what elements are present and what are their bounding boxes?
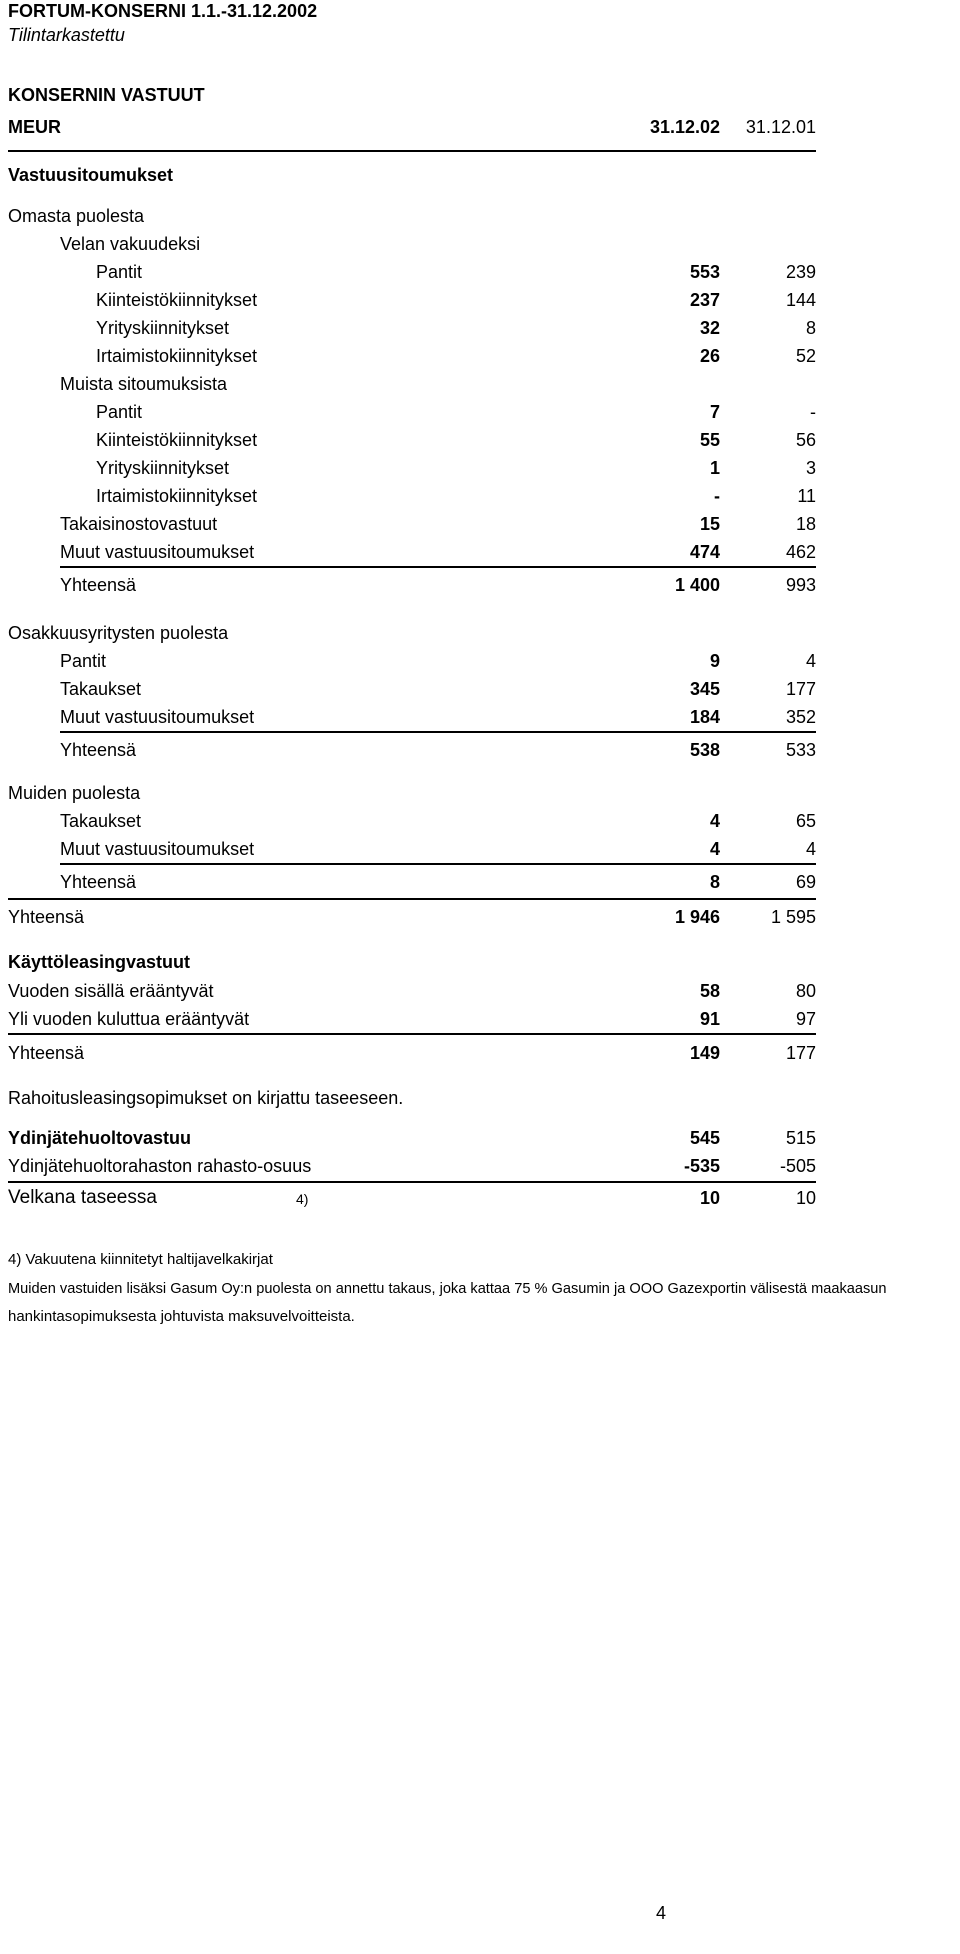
subtotal-value-current: 149 <box>689 1043 720 1063</box>
subtotal-rule <box>60 731 816 733</box>
subtotal-value-previous: 993 <box>785 575 816 595</box>
row-value-current: 15 <box>699 514 720 534</box>
section-heading-leasing: Käyttöleasingvastuut <box>8 952 191 972</box>
row-value-current: 237 <box>689 290 720 310</box>
row-value-previous: -505 <box>779 1156 816 1176</box>
footnote-text-line1: Muiden vastuiden lisäksi Gasum Oy:n puolesta on annettu takaus, joka kattaa 75 % Gasumin ja OOO Gazexportin välisestä maakaasun <box>8 1281 887 1297</box>
subtotal-rule <box>60 566 816 568</box>
row-label: Irtaimistokiinnitykset <box>96 486 258 506</box>
header-rule <box>8 150 816 152</box>
subtotal-label: Yhteensä <box>60 575 137 595</box>
row-label: Muut vastuusitoumukset <box>60 839 255 859</box>
section-heading-vastuusitoumukset: Vastuusitoumukset <box>8 165 174 185</box>
footnote-4: 4) Vakuutena kiinnitetyt haltijavelkakirjat <box>8 1251 273 1268</box>
document-title: FORTUM-KONSERNI 1.1.-31.12.2002 <box>8 1 318 21</box>
row-value-current: 553 <box>689 262 720 282</box>
row-value-previous: 56 <box>795 430 816 450</box>
row-value-previous: 4 <box>805 839 816 859</box>
total-rule <box>8 898 816 900</box>
row-value-previous: 18 <box>795 514 816 534</box>
subtotal-label: Yhteensä <box>60 872 137 892</box>
row-value-current: 91 <box>699 1009 720 1029</box>
row-value-current: 184 <box>689 707 720 727</box>
row-value-previous: 11 <box>797 486 816 506</box>
row-label: Takaisinostovastuut <box>60 514 218 534</box>
subtotal-rule <box>60 863 816 865</box>
row-value-current: 26 <box>699 346 720 366</box>
row-label: Yli vuoden kuluttua erääntyvät <box>8 1009 250 1029</box>
row-value-current: 55 <box>699 430 720 450</box>
grand-total-value-current: 1 946 <box>674 907 720 927</box>
velka-label: Velkana taseessa <box>8 1187 157 1208</box>
subtotal-rule <box>8 1033 816 1035</box>
row-label: Takaukset <box>60 811 142 831</box>
row-value-previous: 4 <box>805 651 816 671</box>
row-value-previous: 144 <box>785 290 816 310</box>
subtotal-value-current: 8 <box>709 872 720 892</box>
row-value-previous: 352 <box>785 707 816 727</box>
row-value-current: 545 <box>689 1128 720 1148</box>
footnote-ref: 4) <box>296 1191 309 1207</box>
row-label: Vuoden sisällä erääntyvät <box>8 981 214 1001</box>
subtotal-label: Yhteensä <box>8 1043 85 1063</box>
subtotal-value-previous: 533 <box>785 740 816 760</box>
row-value-previous: 65 <box>795 811 816 831</box>
row-label: Pantit <box>96 262 143 282</box>
page-number: 4 <box>656 1903 667 1923</box>
row-value-previous: 8 <box>805 318 816 338</box>
row-value-current: -535 <box>683 1156 720 1176</box>
row-value-previous: 3 <box>805 458 816 478</box>
subgroup-label-velan: Velan vakuudeksi <box>60 234 201 254</box>
velka-value-previous: 10 <box>795 1188 816 1208</box>
row-value-previous: 52 <box>795 346 816 366</box>
velka-value-current: 10 <box>699 1188 720 1208</box>
row-value-previous: 239 <box>785 262 816 282</box>
row-value-previous: 462 <box>785 542 816 562</box>
row-value-previous: 515 <box>785 1128 816 1148</box>
row-label: Kiinteistökiinnitykset <box>96 290 258 310</box>
row-label: Yrityskiinnitykset <box>96 318 230 338</box>
row-label: Muut vastuusitoumukset <box>60 707 255 727</box>
column-header-current: 31.12.02 <box>650 117 721 137</box>
row-value-current: 32 <box>699 318 720 338</box>
subtotal-value-previous: 177 <box>785 1043 816 1063</box>
subtotal-rule <box>8 1181 816 1183</box>
leasing-note: Rahoitusleasingsopimukset on kirjattu taseeseen. <box>8 1088 404 1108</box>
section-title: KONSERNIN VASTUUT <box>8 85 205 105</box>
row-value-current: 9 <box>709 651 720 671</box>
row-label: Pantit <box>96 402 143 422</box>
footnote-text-line2: hankintasopimuksesta johtuvista maksuvelvoitteista. <box>8 1308 355 1325</box>
row-label: Kiinteistökiinnitykset <box>96 430 258 450</box>
group-label-osakkuus: Osakkuusyritysten puolesta <box>8 623 229 643</box>
group-label-omasta: Omasta puolesta <box>8 206 145 226</box>
column-header-previous: 31.12.01 <box>745 117 816 137</box>
subtotal-value-current: 538 <box>689 740 720 760</box>
subtotal-value-current: 1 400 <box>674 575 720 595</box>
row-value-current: 4 <box>709 839 720 859</box>
group-label-muiden: Muiden puolesta <box>8 783 141 803</box>
row-value-previous: 80 <box>795 981 816 1001</box>
row-value-current: 7 <box>709 402 720 422</box>
unit-label: MEUR <box>8 117 61 137</box>
row-value-previous: - <box>810 402 816 422</box>
row-value-current: 1 <box>709 458 720 478</box>
row-label: Irtaimistokiinnitykset <box>96 346 258 366</box>
subgroup-label-muista: Muista sitoumuksista <box>60 374 228 394</box>
document-subtitle: Tilintarkastettu <box>8 25 125 45</box>
row-value-current: 4 <box>709 811 720 831</box>
row-label: Ydinjätehuoltovastuu <box>8 1128 192 1148</box>
grand-total-value-previous: 1 595 <box>770 907 816 927</box>
row-label: Yrityskiinnitykset <box>96 458 230 478</box>
subtotal-value-previous: 69 <box>795 872 816 892</box>
row-value-previous: 97 <box>795 1009 816 1029</box>
row-label: Ydinjätehuoltorahaston rahasto-osuus <box>8 1156 312 1176</box>
row-value-previous: 177 <box>785 679 816 699</box>
row-label: Takaukset <box>60 679 142 699</box>
subtotal-label: Yhteensä <box>60 740 137 760</box>
row-value-current: - <box>714 486 720 506</box>
row-value-current: 474 <box>689 542 720 562</box>
row-value-current: 58 <box>699 981 720 1001</box>
row-label: Muut vastuusitoumukset <box>60 542 255 562</box>
row-label: Pantit <box>60 651 107 671</box>
row-value-current: 345 <box>689 679 720 699</box>
grand-total-label: Yhteensä <box>8 907 85 927</box>
